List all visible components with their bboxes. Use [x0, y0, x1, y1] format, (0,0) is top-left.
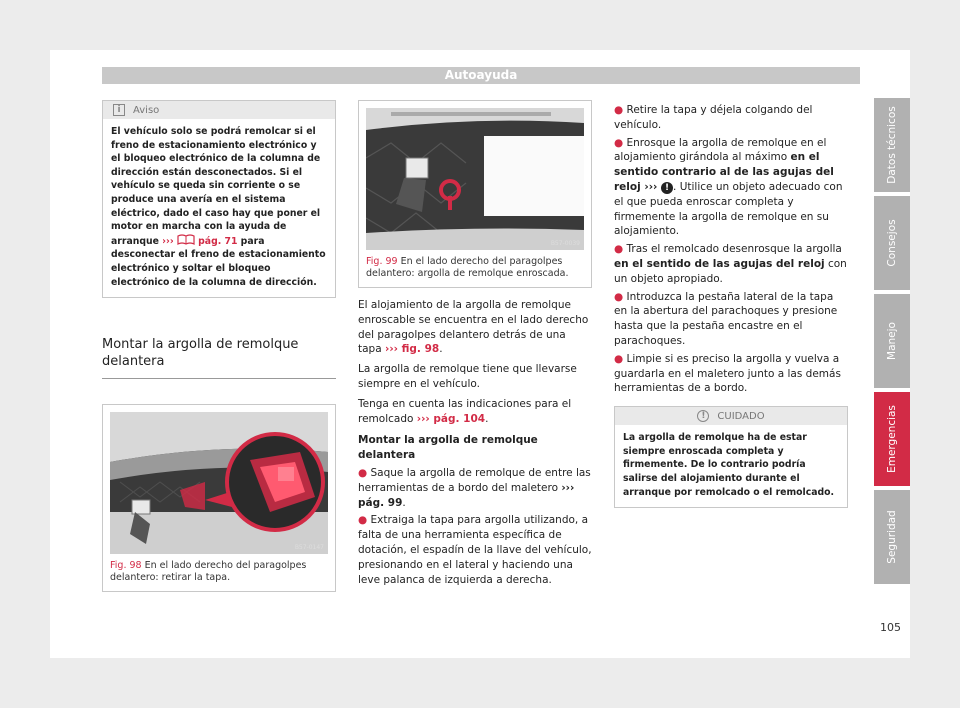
list-item: ● Extraiga la tapa para argolla utilizando, a falta de una herramienta específica de dotación, el espadín de la llave del vehículo, presionando en el lateral y haciendo una leve palanca de izquierda a derecha.	[358, 514, 592, 586]
cuidado-text: La argolla de remolque ha de estar siempre enroscada completa y firmemente. De lo contrario podría salirse del alojamiento durante el arranque por remolcado o el remolcado.	[623, 432, 835, 498]
tab-datos-tecnicos[interactable]: Datos técnicos	[874, 98, 910, 192]
list-item: ● Tras el remolcado desenrosque la argolla en el sentido de las agujas del reloj con un objeto apropiado.	[614, 243, 847, 285]
tab-consejos[interactable]: Consejos	[874, 196, 910, 290]
aviso-link[interactable]: ››› pág. 71	[162, 235, 238, 247]
link-page-99[interactable]: ››› pág. 99	[358, 481, 575, 509]
figure-98-image	[110, 412, 328, 554]
tab-emergencias[interactable]: Emergencias	[874, 392, 910, 486]
figure-99-image	[366, 108, 584, 250]
figure-99-caption: Fig. 99 En el lado derecho del paragolpes delantero: argolla de remolque enroscada.	[366, 256, 569, 279]
list-item: ● Introduzca la pestaña lateral de la tapa en la abertura del parachoques y presione hasta que la pestaña encastre en el parachoques.	[614, 290, 838, 347]
column-middle	[358, 100, 592, 587]
link-page-104[interactable]: ››› pág. 104	[416, 412, 486, 425]
figure-99-label: B57-0039	[550, 240, 580, 247]
paragraph-note: La argolla de remolque tiene que llevarse siempre en el vehículo.	[358, 363, 577, 390]
list-item: ● Saque la argolla de remolque de entre las herramientas de a bordo del maletero ››› pág. 99.	[358, 466, 591, 509]
aviso-header	[103, 101, 335, 119]
cuidado-header	[615, 407, 847, 425]
aviso-box	[102, 100, 336, 298]
tow-hook-illustration	[366, 108, 584, 250]
list-item: ● Limpie si es preciso la argolla y vuelva a guardarla en el maletero junto a las demás herramientas de a bordo.	[614, 352, 841, 395]
info-icon: i	[113, 104, 125, 116]
figure-98-caption: Fig. 98 En el lado derecho del paragolpes delantero: retirar la tapa.	[110, 560, 307, 584]
aviso-title: Aviso	[133, 104, 160, 116]
page-header: Autoayuda	[102, 67, 860, 84]
figure-99	[358, 100, 592, 288]
subheading: Montar la argolla de remolque delantera	[358, 434, 538, 462]
link-caution[interactable]: ›››	[640, 180, 662, 193]
column-left	[102, 100, 336, 592]
paragraph-intro: El alojamiento de la argolla de remolque enroscable se encuentra en el lado derecho del paragolpes delantero detrás de una tapa ››› fig. 98.	[358, 299, 589, 356]
figure-98	[102, 404, 336, 592]
aviso-text: El vehículo solo se podrá remolcar si el freno de estacionamiento electrónico y el bloqueo electrónico de la columna de dirección están desconectados. Si el vehículo se queda sin corriente o se produce una avería en el sistema eléctrico, dado el caso hay que poner el motor en marcha con la ayuda de arranque ››› pág. 71 para desconectar el freno de estacionamiento electrónico y soltar el bloqueo electrónico de la columna de dirección.	[111, 126, 326, 288]
section-tabs	[874, 98, 910, 588]
cuidado-title: CUIDADO	[717, 410, 765, 422]
warning-circle-icon: !	[661, 182, 673, 194]
section-title: Montar la argolla de remolque delantera	[102, 336, 336, 379]
cuidado-box	[614, 406, 848, 508]
tab-manejo[interactable]: Manejo	[874, 294, 910, 388]
caution-icon: !	[697, 410, 709, 422]
bumper-cover-illustration	[110, 412, 328, 554]
column-right	[614, 100, 848, 508]
tab-seguridad[interactable]: Seguridad	[874, 490, 910, 584]
list-item: ● Retire la tapa y déjela colgando del vehículo.	[614, 104, 813, 131]
page-number: 105	[880, 621, 901, 634]
link-fig-98[interactable]: ››› fig. 98	[385, 343, 440, 356]
figure-98-label: B57-0147	[294, 544, 324, 552]
book-icon	[177, 234, 195, 245]
list-item: ● Enrosque la argolla de remolque en el alojamiento girándola al máximo en el sentido contrario al de las agujas del reloj ››› ! . Utilice un objeto adecuado con el que pueda enroscar completa y firmemente la argolla de remolque en su alojamiento.	[614, 136, 843, 238]
paragraph-towing: Tenga en cuenta las indicaciones para el remolcado ››› pág. 104.	[358, 397, 572, 425]
